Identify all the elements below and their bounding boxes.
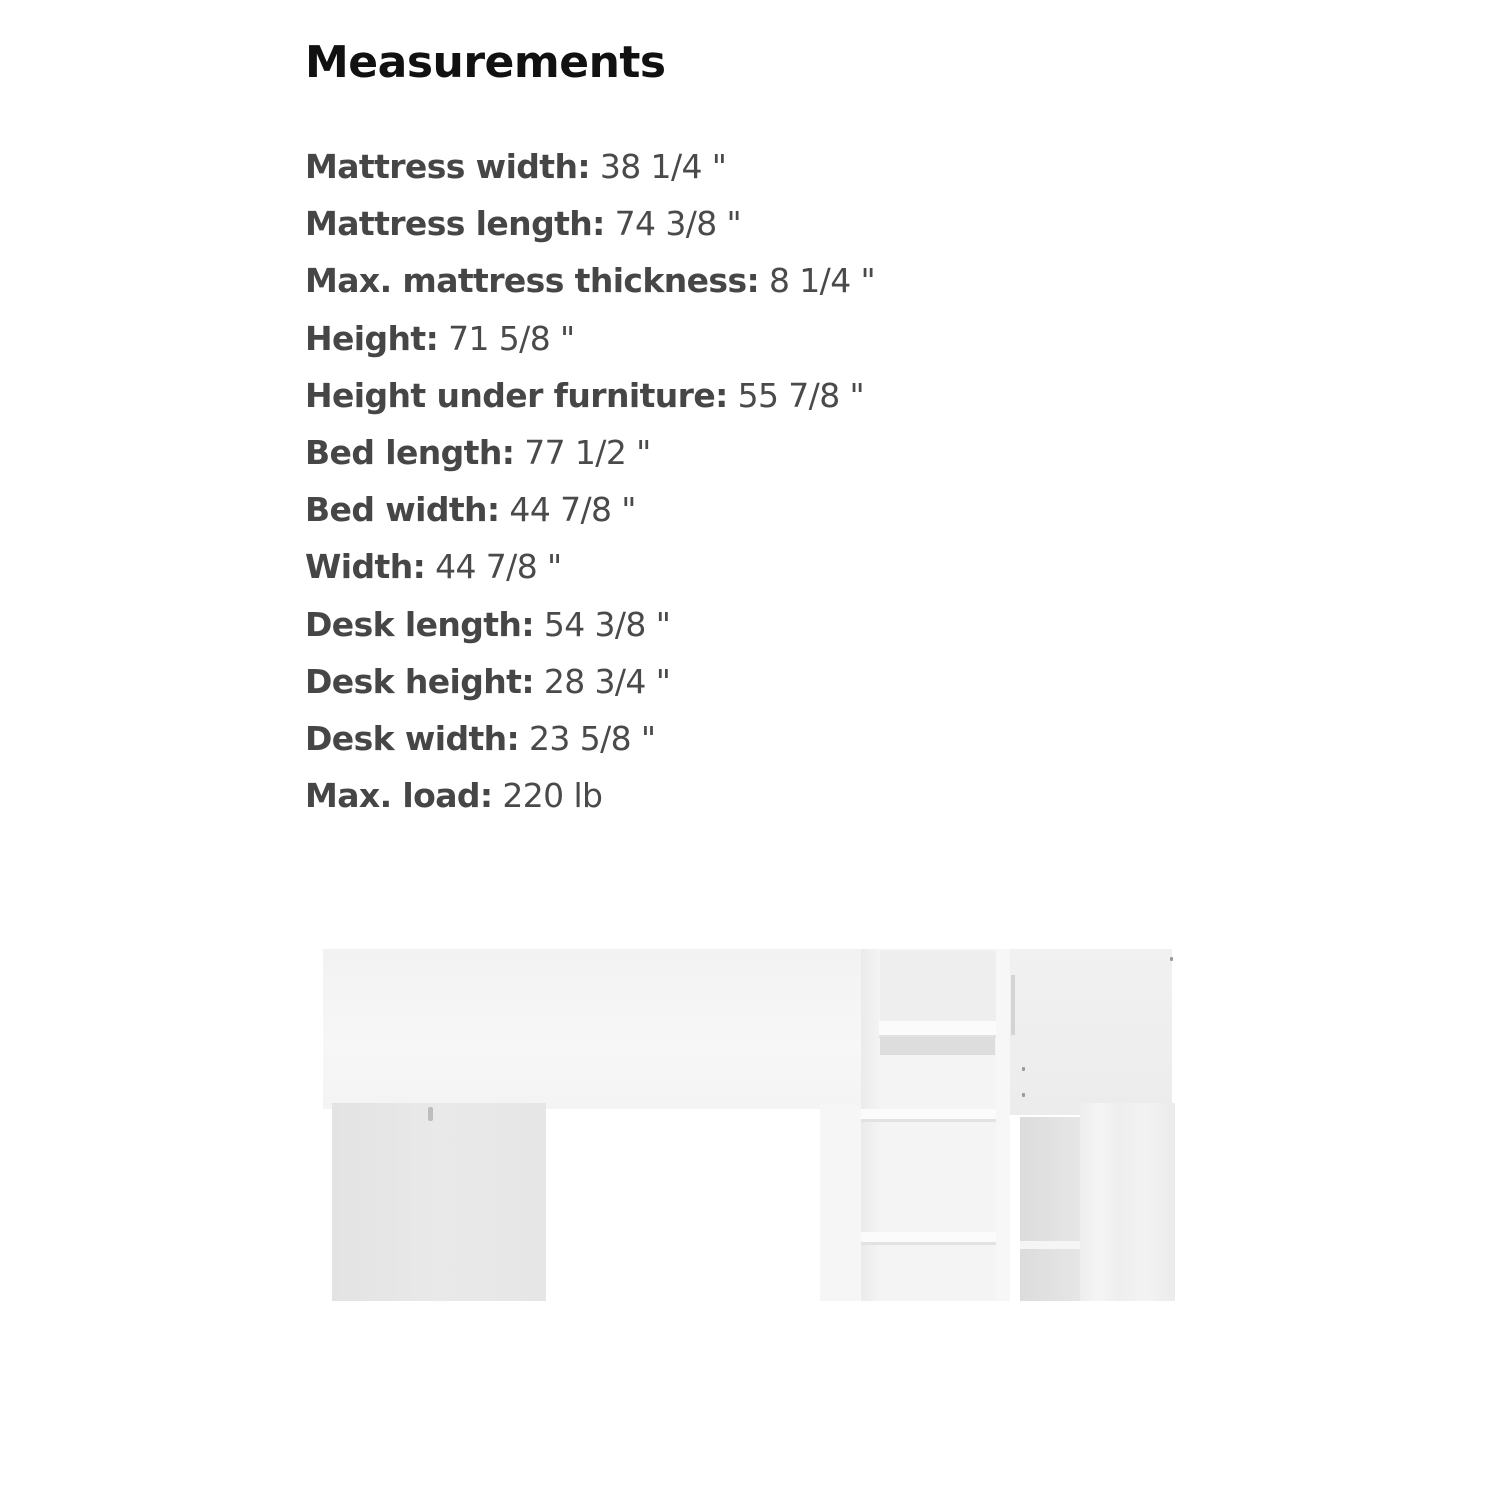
ladder-rung bbox=[861, 1232, 996, 1245]
measurement-desk-length bbox=[305, 601, 875, 658]
screw-icon bbox=[1170, 957, 1173, 961]
measurement-label: Height: bbox=[305, 318, 439, 358]
measurement-value: 220 lb bbox=[492, 776, 603, 816]
measurement-label: Max. mattress thickness: bbox=[305, 261, 760, 301]
desk-side-panel bbox=[332, 1103, 546, 1301]
measurements-list bbox=[305, 143, 875, 829]
measurement-desk-width bbox=[305, 715, 875, 772]
measurement-label: Bed length: bbox=[305, 432, 515, 472]
measurement-value: 44 7/8 " bbox=[499, 490, 636, 530]
measurement-height-under-furniture bbox=[305, 372, 875, 429]
bed-guard-rail bbox=[323, 949, 863, 1109]
measurement-width bbox=[305, 543, 875, 600]
bed-post bbox=[820, 1105, 862, 1301]
ladder-rung bbox=[879, 1021, 996, 1038]
measurement-max-load bbox=[305, 772, 875, 829]
measurement-desk-height bbox=[305, 658, 875, 715]
bed-end-panel bbox=[1010, 949, 1172, 1115]
measurement-mattress-length bbox=[305, 200, 875, 257]
wardrobe-door bbox=[1080, 1103, 1175, 1301]
measurement-value: 74 3/8 " bbox=[604, 204, 742, 244]
measurement-label: Desk length: bbox=[305, 604, 534, 644]
ladder-upper-panel bbox=[880, 951, 996, 1021]
measurement-mattress-width bbox=[305, 143, 875, 200]
measurement-value: 77 1/2 " bbox=[514, 432, 651, 472]
measurement-value: 8 1/4 " bbox=[759, 261, 876, 301]
screw-icon bbox=[1022, 1067, 1025, 1071]
measurement-bed-width bbox=[305, 486, 875, 543]
measurement-label: Bed width: bbox=[305, 490, 500, 530]
measurement-value: 28 3/4 " bbox=[533, 661, 671, 701]
ladder-side-left bbox=[861, 949, 879, 1301]
measurement-value: 54 3/8 " bbox=[533, 604, 671, 644]
product-image-loft-bed bbox=[320, 945, 1180, 1305]
measurement-label: Max. load: bbox=[305, 776, 493, 816]
desk-fitting bbox=[428, 1107, 433, 1121]
measurement-label: Desk width: bbox=[305, 718, 520, 758]
measurement-label: Mattress width: bbox=[305, 147, 590, 186]
ladder-side-right bbox=[996, 949, 1010, 1301]
measurement-max-mattress-thickness bbox=[305, 257, 875, 314]
section-title: Measurements bbox=[305, 37, 666, 88]
measurement-bed-length bbox=[305, 429, 875, 486]
measurement-value: 71 5/8 " bbox=[438, 318, 575, 358]
measurement-height bbox=[305, 315, 875, 372]
measurement-value: 44 7/8 " bbox=[425, 547, 562, 587]
measurement-value: 55 7/8 " bbox=[727, 375, 865, 415]
measurement-label: Width: bbox=[305, 547, 426, 587]
shelf-compartment bbox=[1020, 1117, 1080, 1301]
end-panel-slot bbox=[1011, 975, 1015, 1035]
screw-icon bbox=[1022, 1093, 1025, 1097]
ladder-rung bbox=[861, 1109, 996, 1122]
measurement-value: 38 1/4 " bbox=[589, 147, 727, 186]
measurement-label: Height under furniture: bbox=[305, 375, 728, 415]
measurement-value: 23 5/8 " bbox=[519, 718, 656, 758]
measurement-label: Desk height: bbox=[305, 661, 534, 701]
shelf-board bbox=[1020, 1241, 1080, 1249]
ladder-rung-shadow bbox=[880, 1037, 995, 1055]
measurement-label: Mattress length: bbox=[305, 204, 605, 244]
